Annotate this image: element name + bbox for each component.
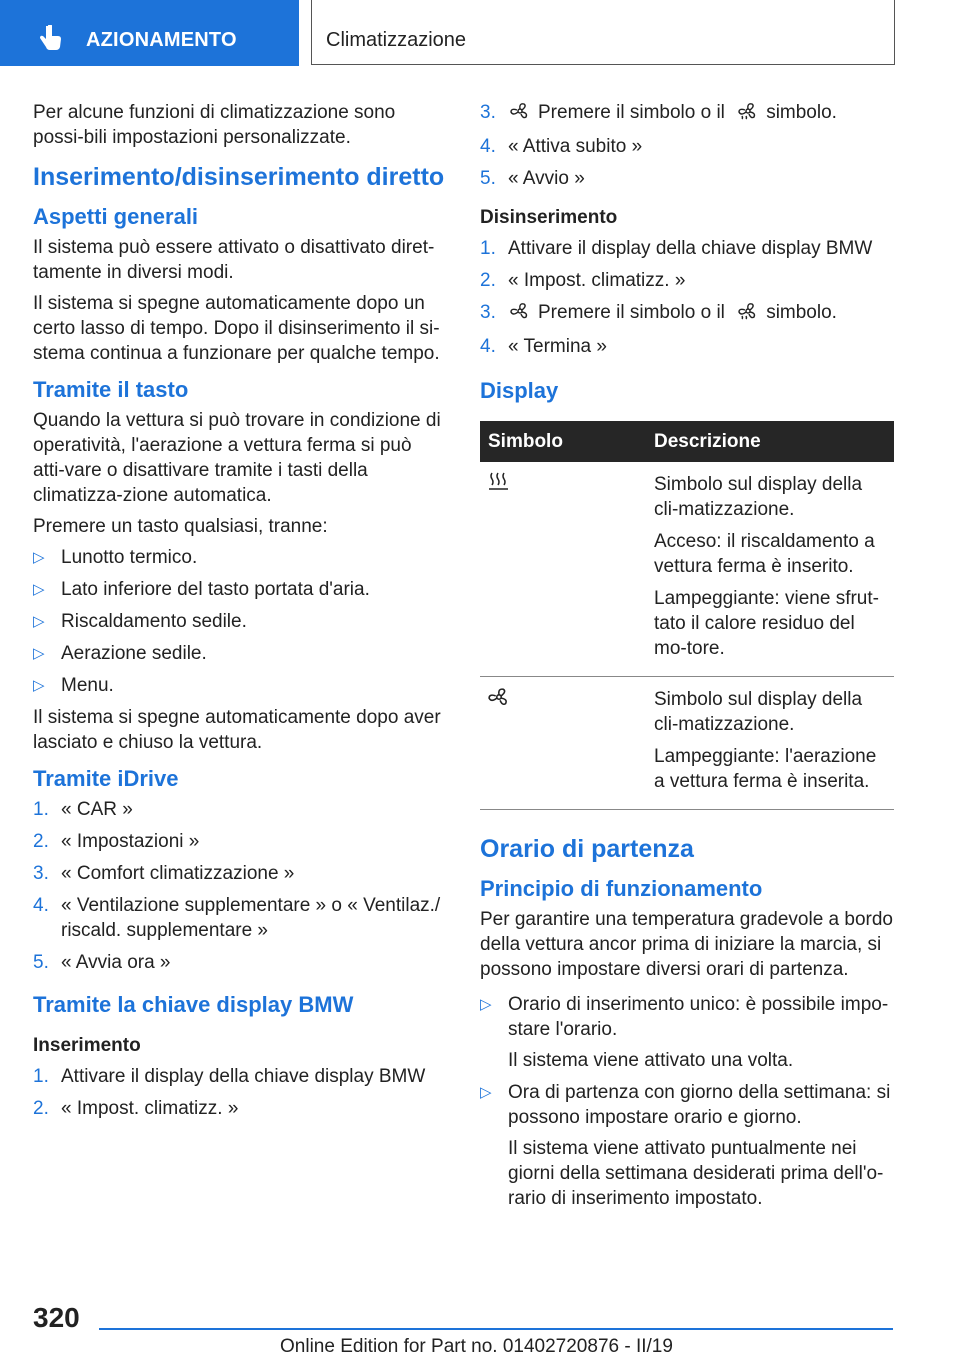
step-item: 4. « Ventilazione supplementare » o « Ventilaz./ riscald. supplementare » bbox=[33, 895, 441, 941]
exception-list bbox=[33, 545, 445, 698]
description-line: Lampeggiante: l'aerazione a vettura ferma è inserita. bbox=[654, 746, 877, 792]
step-item: 1. Attivare il display della chiave display BMW bbox=[33, 1066, 426, 1087]
heading-direct-switch: Inserimento/disinserimento diretto bbox=[33, 163, 445, 191]
fan-heat-icon bbox=[738, 302, 758, 327]
fan-icon bbox=[510, 102, 530, 127]
step-item: 3. Premere il simbolo o il simbolo. bbox=[480, 300, 894, 327]
column-header-description: Descrizione bbox=[646, 421, 894, 462]
heading-principle: Principio di funzionamento bbox=[480, 876, 763, 901]
list-item: ▷ Riscaldamento sedile. bbox=[33, 611, 247, 632]
footer-divider bbox=[99, 1328, 893, 1330]
departure-list bbox=[480, 992, 894, 1211]
triangle-bullet-icon: ▷ bbox=[33, 613, 45, 630]
fan-icon bbox=[510, 302, 530, 327]
departure-paragraph: Per garantire una temperatura gradevole a bordo della vettura ancor prima di iniziare la marcia, si possono impostare diversi orari di partenza. bbox=[480, 909, 893, 980]
heading-idrive: Tramite iDrive bbox=[33, 766, 179, 791]
list-item: ▷ Aerazione sedile. bbox=[33, 643, 207, 664]
intro-paragraph: Per alcune funzioni di climatizzazione sono possi-bili impostazioni personalizzate. bbox=[33, 102, 396, 148]
heading-display-key: Tramite la chiave display BMW bbox=[33, 992, 354, 1017]
triangle-bullet-icon: ▷ bbox=[33, 581, 45, 598]
switch-off-steps bbox=[480, 236, 894, 359]
fan-heat-icon bbox=[738, 102, 758, 127]
step-item: 1. « CAR » bbox=[33, 799, 133, 820]
button-paragraph-2: Premere un tasto qualsiasi, tranne: bbox=[33, 516, 328, 537]
table-header-row bbox=[480, 421, 894, 462]
step-item: 3. « Comfort climatizzazione » bbox=[33, 863, 295, 884]
step-item: 2. « Impost. climatizz. » bbox=[480, 270, 686, 291]
triangle-bullet-icon: ▷ bbox=[480, 1084, 492, 1101]
step-item: 5. « Avvia ora » bbox=[33, 952, 171, 973]
description-line: Simbolo sul display della cli-matizzazione. bbox=[654, 689, 863, 735]
right-column bbox=[480, 100, 894, 1218]
table-row bbox=[480, 677, 894, 810]
general-paragraph-1: Il sistema può essere attivato o disattivato diret-tamente in diversi modi. bbox=[33, 237, 435, 283]
general-paragraph-2: Il sistema si spegne automaticamente dopo un certo lasso di tempo. Dopo il disinserimento il si-stema continua a funzionare per qualche tempo. bbox=[33, 293, 440, 364]
step-item: 4. « Termina » bbox=[480, 336, 607, 357]
step-item: 2. « Impost. climatizz. » bbox=[33, 1098, 239, 1119]
edition-note: Online Edition for Part no. 01402720876 - II/19 bbox=[280, 1336, 673, 1357]
step-item: 1. Attivare il display della chiave display BMW bbox=[480, 238, 873, 259]
idrive-steps bbox=[33, 797, 445, 975]
heading-departure-time: Orario di partenza bbox=[480, 835, 694, 863]
page-number: 320 bbox=[33, 1302, 80, 1333]
step-item: 5. « Avvio » bbox=[480, 168, 585, 189]
fan-icon bbox=[488, 691, 510, 712]
step-item: 3. Premere il simbolo o il simbolo. bbox=[480, 100, 894, 127]
switch-on-steps-continued bbox=[480, 100, 894, 191]
display-symbol-table bbox=[480, 421, 894, 810]
description-line: Acceso: il riscaldamento a vettura ferma è inserito. bbox=[654, 531, 875, 577]
step-item: 2. « Impostazioni » bbox=[33, 831, 200, 852]
column-header-symbol: Simbolo bbox=[480, 421, 646, 462]
heading-via-button: Tramite il tasto bbox=[33, 377, 189, 402]
heading-switch-off: Disinserimento bbox=[480, 207, 618, 228]
button-paragraph-1: Quando la vettura si può trovare in condizione di operatività, l'aerazione a vettura ferma si può atti-vare o disattivare tramite i tasti della climatizza-zione automatica. bbox=[33, 410, 441, 506]
triangle-bullet-icon: ▷ bbox=[33, 645, 45, 662]
heading-display: Display bbox=[480, 378, 559, 403]
breadcrumb-label: Climatizzazione bbox=[326, 29, 467, 51]
hand-pointer-icon bbox=[38, 25, 62, 56]
triangle-bullet-icon: ▷ bbox=[480, 996, 492, 1013]
heading-switch-on: Inserimento bbox=[33, 1035, 141, 1056]
description-line: Simbolo sul display della cli-matizzazione. bbox=[654, 474, 863, 520]
list-item: ▷ Orario di inserimento unico: è possibile impo-stare l'orario. Il sistema viene attivato una volta. bbox=[480, 994, 889, 1071]
list-item: ▷ Menu. bbox=[33, 675, 114, 696]
step-item: 4. « Attiva subito » bbox=[480, 136, 643, 157]
heading-general: Aspetti generali bbox=[33, 204, 199, 229]
section-label: AZIONAMENTO bbox=[86, 29, 237, 51]
switch-on-steps bbox=[33, 1064, 445, 1121]
triangle-bullet-icon: ▷ bbox=[33, 677, 45, 694]
breadcrumb bbox=[311, 0, 895, 65]
description-line: Lampeggiante: viene sfrut-tato il calore residuo del mo-tore. bbox=[654, 588, 879, 659]
list-item: ▷ Lato inferiore del tasto portata d'aria. bbox=[33, 579, 370, 600]
list-item: ▷ Ora di partenza con giorno della settimana: si possono impostare orario e giorno. Il sistema viene attivato puntualmente nei giorni della settimana desiderati prima dell'o-rario di inserimento impostato. bbox=[480, 1082, 891, 1209]
triangle-bullet-icon: ▷ bbox=[33, 549, 45, 566]
section-tab[interactable] bbox=[0, 0, 299, 66]
button-paragraph-3: Il sistema si spegne automaticamente dopo aver lasciato e chiuso la vettura. bbox=[33, 707, 441, 753]
table-row bbox=[480, 462, 894, 677]
left-column bbox=[33, 100, 445, 1128]
heat-waves-icon bbox=[488, 476, 510, 497]
list-item: ▷ Lunotto termico. bbox=[33, 547, 198, 568]
